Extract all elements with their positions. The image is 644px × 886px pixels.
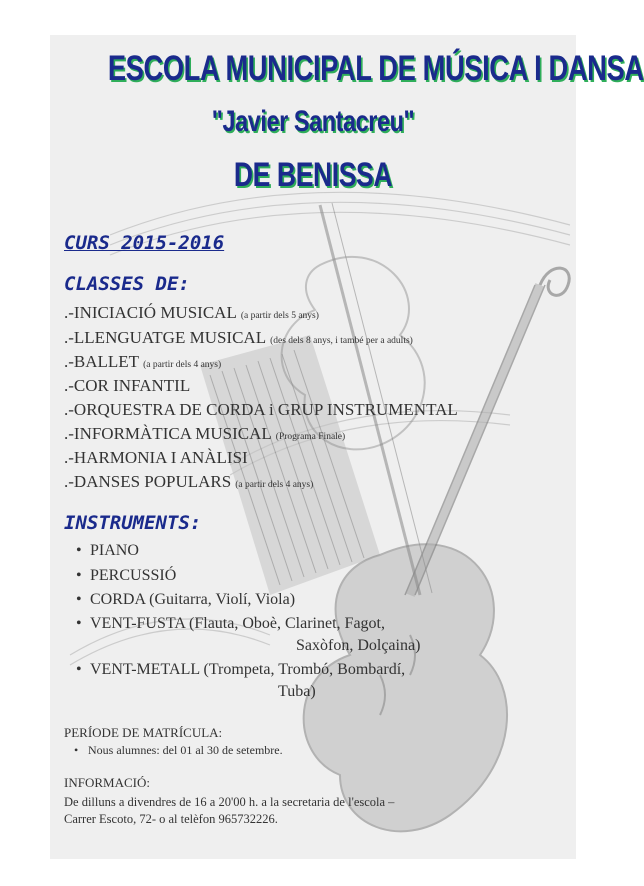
class-note: (a partir dels 5 anys) bbox=[240, 311, 319, 321]
instrument-label: CORDA (Guitarra, Violí, Viola) bbox=[90, 591, 296, 608]
class-item bbox=[64, 400, 458, 420]
class-item bbox=[64, 352, 221, 372]
class-label: .-LLENGUATGE MUSICAL bbox=[64, 328, 267, 347]
poster bbox=[50, 35, 644, 859]
bullet-icon: • bbox=[76, 567, 82, 584]
instrument-item bbox=[76, 542, 139, 560]
class-label: .-INFORMÀTICA MUSICAL bbox=[64, 424, 272, 443]
bullet-icon: • bbox=[74, 743, 79, 757]
instrument-item-continuation: Tuba) bbox=[278, 683, 316, 700]
bullet-icon: • bbox=[76, 591, 82, 608]
instrument-label: PERCUSSIÓ bbox=[90, 567, 177, 584]
instrument-item bbox=[76, 591, 295, 609]
class-label: .-COR INFANTIL bbox=[64, 376, 191, 395]
info-heading: INFORMACIÓ: bbox=[64, 775, 150, 790]
class-label: .-ORQUESTRA DE CORDA i GRUP INSTRUMENTAL bbox=[64, 400, 458, 419]
class-item bbox=[64, 303, 319, 323]
class-item bbox=[64, 424, 345, 444]
school-name: ESCOLA MUNICIPAL DE MÚSICA I DANSA bbox=[107, 49, 644, 88]
class-note: (a partir dels 4 anys) bbox=[235, 480, 314, 490]
instrument-label: PIANO bbox=[90, 542, 139, 559]
info-line-2: Carrer Escoto, 72- o al telèfon 965732226. bbox=[64, 812, 278, 826]
bullet-icon: • bbox=[76, 661, 82, 678]
school-honoree: "Javier Santacreu" bbox=[211, 105, 415, 138]
course-year: CURS 2015-2016 bbox=[64, 232, 225, 254]
class-label: .-DANSES POPULARS bbox=[64, 472, 232, 491]
instrument-label: VENT-METALL (Trompeta, Trombó, Bombardí, bbox=[90, 661, 406, 678]
class-label: .-BALLET bbox=[64, 352, 140, 371]
class-note: (a partir dels 4 anys) bbox=[143, 360, 222, 370]
class-note: (Programa Finale) bbox=[275, 432, 346, 442]
class-label: .-HARMONIA I ANÀLISI bbox=[64, 448, 248, 467]
bullet-icon: • bbox=[76, 542, 82, 559]
bullet-icon: • bbox=[76, 615, 82, 632]
class-label: .-INICIACIÓ MUSICAL bbox=[64, 303, 237, 322]
school-town: DE BENISSA bbox=[233, 156, 393, 194]
instrument-item bbox=[76, 567, 176, 585]
instrument-label: VENT-FUSTA (Flauta, Oboè, Clarinet, Fagot, bbox=[90, 615, 385, 632]
enrolment-text: Nous alumnes: del 01 al 30 de setembre. bbox=[88, 743, 283, 757]
instrument-item bbox=[76, 615, 385, 633]
classes-heading: CLASSES DE: bbox=[64, 273, 190, 295]
enrolment-heading: PERÍODE DE MATRÍCULA: bbox=[64, 725, 223, 740]
instruments-heading: INSTRUMENTS: bbox=[64, 512, 202, 534]
class-item bbox=[64, 448, 248, 468]
class-note: (des dels 8 anys, i també per a adults) bbox=[270, 336, 413, 346]
instrument-item bbox=[76, 661, 405, 679]
class-item bbox=[64, 376, 190, 396]
instrument-item-continuation: Saxòfon, Dolçaina) bbox=[296, 637, 421, 654]
info-line-1: De dilluns a divendres de 16 a 20'00 h. a la secretaria de l'escola – bbox=[64, 795, 395, 809]
enrolment-item bbox=[74, 743, 283, 758]
class-item bbox=[64, 472, 313, 492]
class-item bbox=[64, 328, 413, 348]
